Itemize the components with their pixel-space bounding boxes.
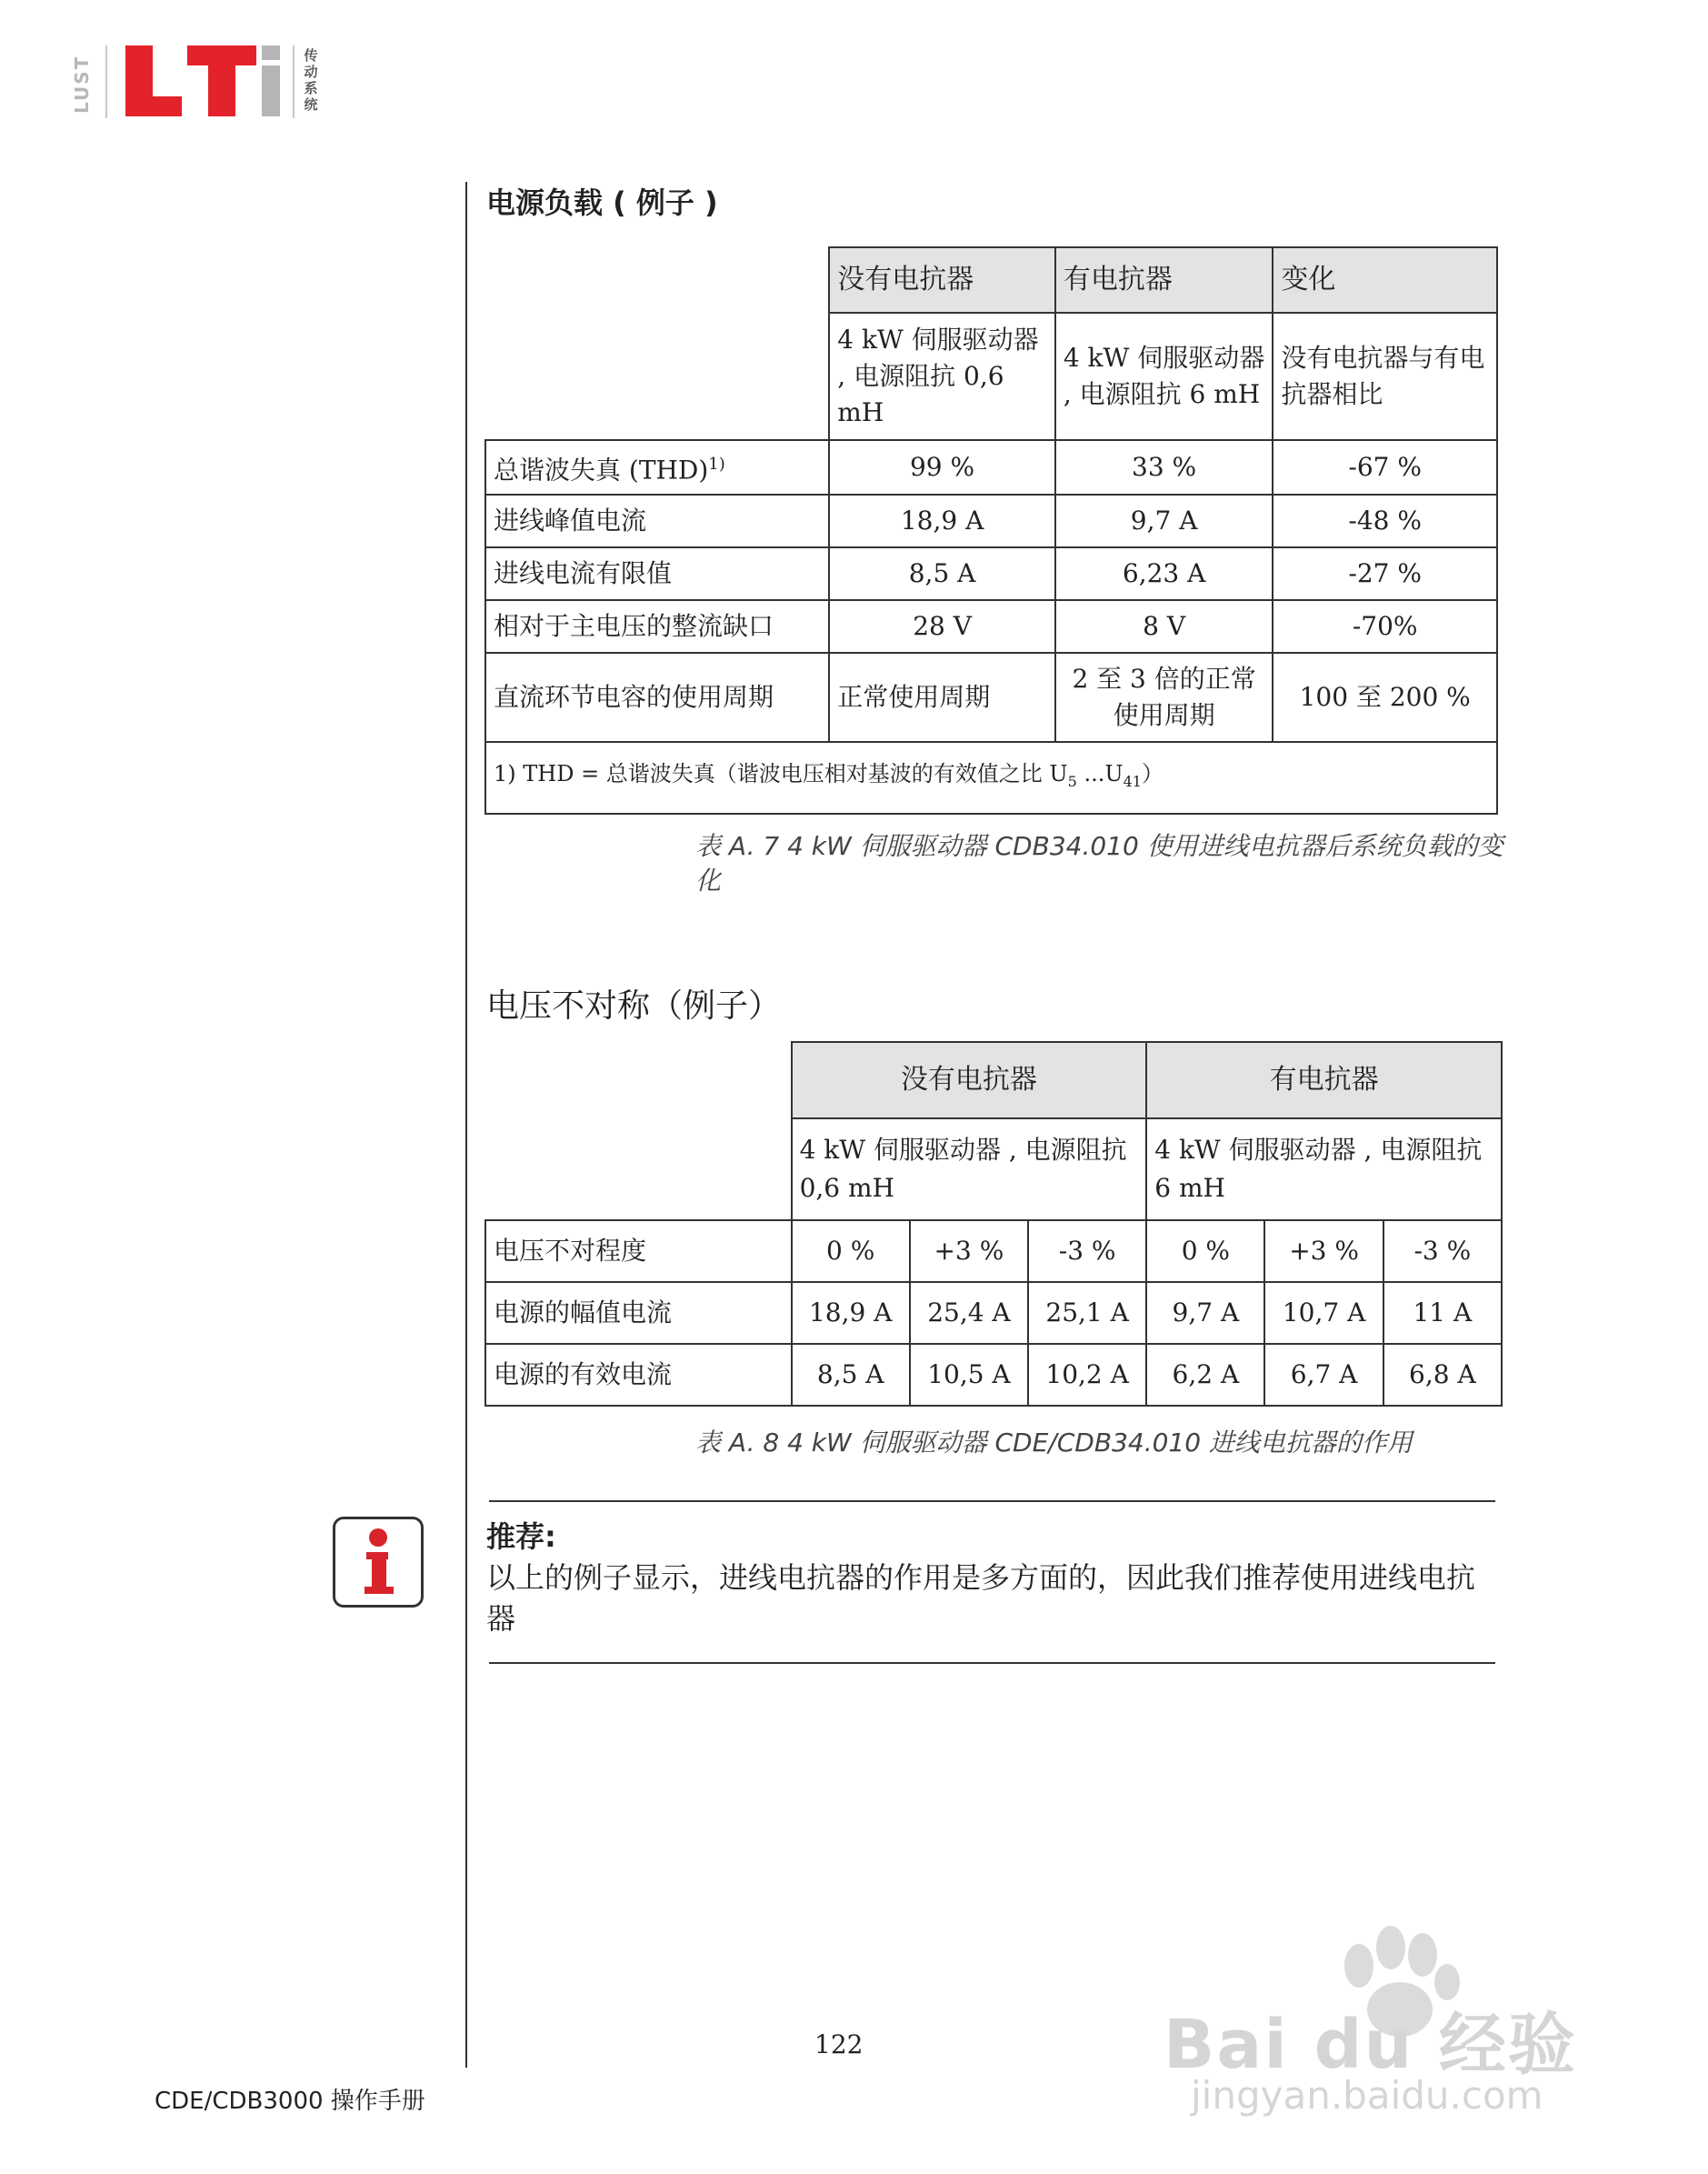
- table-row: [485, 1344, 1502, 1406]
- col-header: 有电抗器: [1055, 247, 1274, 313]
- table-footnote: [485, 742, 1497, 814]
- table-cell: 6,8 A: [1383, 1344, 1502, 1406]
- table-cell: 9,7 A: [1055, 495, 1274, 547]
- footnote-marker: 1): [708, 455, 725, 474]
- table-cell: 正常使用周期: [829, 653, 1055, 742]
- table-cell: 6,23 A: [1055, 547, 1274, 600]
- row-label: 电源的有效电流: [485, 1344, 792, 1406]
- table-cell: -3 %: [1383, 1220, 1502, 1282]
- table-row: [485, 1282, 1502, 1344]
- watermark-url: jingyan.baidu.com: [1191, 2073, 1543, 2118]
- table-row: [485, 440, 1497, 495]
- table-cell: -27 %: [1273, 547, 1497, 600]
- col-subheader: 4 kW 伺服驱动器 , 电源阻抗 0,6 mH: [792, 1118, 1147, 1220]
- logo-divider-2: [293, 45, 295, 118]
- voltage-asymmetry-table: [484, 1041, 1503, 1407]
- col-header: 没有电抗器: [792, 1042, 1147, 1118]
- table-cell: 18,9 A: [792, 1282, 910, 1344]
- footnote-sub: 41: [1123, 773, 1142, 791]
- note-top-rule: [489, 1500, 1495, 1502]
- footnote-text: ）: [1141, 761, 1164, 787]
- col-header: 有电抗器: [1146, 1042, 1502, 1118]
- table-cell: 2 至 3 倍的正常使用周期: [1055, 653, 1274, 742]
- table-cell: 0 %: [1146, 1220, 1264, 1282]
- row-label: 相对于主电压的整流缺口: [485, 600, 829, 653]
- col-header: 变化: [1273, 247, 1497, 313]
- corner-cell: [485, 247, 829, 440]
- table-cell: 28 V: [829, 600, 1055, 653]
- section1-heading: 电源负载 ( 例子 ): [486, 185, 718, 220]
- table-cell: 100 至 200 %: [1273, 653, 1497, 742]
- page-footer: CDE/CDB3000 操作手册: [155, 2088, 425, 2115]
- logo-tagline: 传动系统: [304, 47, 318, 113]
- row-label-text: 总谐波失真 (THD): [494, 455, 709, 486]
- table-cell: 10,2 A: [1028, 1344, 1146, 1406]
- page-number: 122: [814, 2029, 864, 2059]
- table-row: [485, 495, 1497, 547]
- note-title: 推荐:: [486, 1519, 556, 1554]
- col-header: 没有电抗器: [829, 247, 1055, 313]
- section2-heading: 电压不对称（例子）: [486, 987, 782, 1025]
- logo-divider: [105, 45, 107, 118]
- table-footnote-row: [485, 742, 1497, 814]
- row-label: 进线峰值电流: [485, 495, 829, 547]
- table-cell: +3 %: [910, 1220, 1028, 1282]
- table-cell: -3 %: [1028, 1220, 1146, 1282]
- table-cell: +3 %: [1264, 1220, 1383, 1282]
- table-cell: 25,4 A: [910, 1282, 1028, 1344]
- footnote-text: ...U: [1076, 761, 1124, 787]
- table-cell: 8 V: [1055, 600, 1274, 653]
- corner-cell: [485, 1042, 792, 1220]
- col-subheader: 4 kW 伺服驱动器 , 电源阻抗 6 mH: [1146, 1118, 1502, 1220]
- table-cell: 99 %: [829, 440, 1055, 495]
- table-cell: -48 %: [1273, 495, 1497, 547]
- table-cell: 8,5 A: [829, 547, 1055, 600]
- row-label: 直流环节电容的使用周期: [485, 653, 829, 742]
- table-cell: 10,5 A: [910, 1344, 1028, 1406]
- table-cell: 10,7 A: [1264, 1282, 1383, 1344]
- table-cell: 0 %: [792, 1220, 910, 1282]
- col-subheader: 4 kW 伺服驱动器 , 电源阻抗 6 mH: [1055, 313, 1274, 440]
- table-cell: 6,7 A: [1264, 1344, 1383, 1406]
- watermark-brand: Bai du 经验: [1164, 2006, 1577, 2084]
- table-row: [485, 1220, 1502, 1282]
- logo-letter-i-stem: [262, 65, 280, 116]
- table-cell: 25,1 A: [1028, 1282, 1146, 1344]
- table-row: [485, 653, 1497, 742]
- table-cell: -67 %: [1273, 440, 1497, 495]
- note-body: 以上的例子显示，进线电抗器的作用是多方面的，因此我们推荐使用进线电抗器: [486, 1560, 1476, 1636]
- logo-side-text: LUST: [71, 55, 93, 115]
- row-label: [485, 440, 829, 495]
- table-cell: 8,5 A: [792, 1344, 910, 1406]
- table-row: [485, 600, 1497, 653]
- table-cell: -70%: [1273, 600, 1497, 653]
- table-caption: 表 A. 8 4 kW 伺服驱动器 CDE/CDB34.010 进线电抗器的作用: [695, 1428, 1413, 1458]
- table-cell: 11 A: [1383, 1282, 1502, 1344]
- logo-letter-t-stem: [208, 45, 235, 116]
- table-caption: 表 A. 7 4 kW 伺服驱动器 CDB34.010 使用进线电抗器后系统负载的变化: [695, 831, 1503, 896]
- row-label: 电源的幅值电流: [485, 1282, 792, 1344]
- logo-letter-l-foot: [125, 96, 182, 116]
- col-subheader: 4 kW 伺服驱动器 , 电源阻抗 0,6 mH: [829, 313, 1055, 440]
- table-cell: 6,2 A: [1146, 1344, 1264, 1406]
- note-bottom-rule: [489, 1662, 1495, 1664]
- company-logo: [71, 44, 318, 120]
- col-subheader: 没有电抗器与有电抗器相比: [1273, 313, 1497, 440]
- table-row: [485, 547, 1497, 600]
- footnote-text: 1) THD = 总谐波失真（谐波电压相对基波的有效值之比 U: [494, 761, 1068, 787]
- logo-letter-i-dot: [262, 45, 280, 60]
- row-label: 电压不对程度: [485, 1220, 792, 1282]
- footnote-sub: 5: [1067, 773, 1077, 791]
- table-cell: 33 %: [1055, 440, 1274, 495]
- system-load-table: [484, 246, 1498, 815]
- row-label: 进线电流有限值: [485, 547, 829, 600]
- table-cell: 9,7 A: [1146, 1282, 1264, 1344]
- table-cell: 18,9 A: [829, 495, 1055, 547]
- baidu-watermark: [1164, 1900, 1636, 2128]
- margin-rule: [465, 182, 467, 2068]
- info-icon: [333, 1517, 424, 1608]
